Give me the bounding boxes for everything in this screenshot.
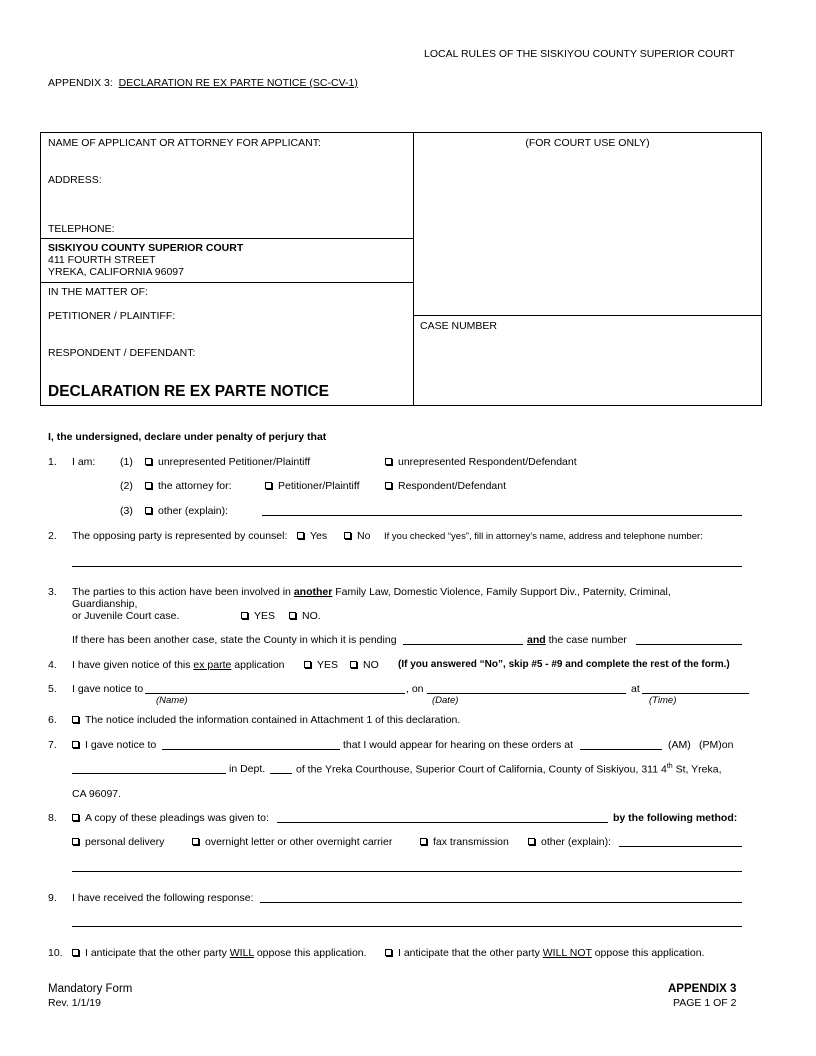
dept-field[interactable] [270,773,292,774]
item5-on: , on [406,683,424,695]
appendix-heading [48,77,358,89]
item1-sub2: (2) [120,480,133,492]
option-unrep-respondent[interactable]: unrepresented Respondent/Defendant [385,456,577,468]
item2-note: If you checked “yes”, fill in attorney’s name, address and telephone number: [384,531,703,542]
checkbox[interactable] [192,838,199,845]
checkbox[interactable] [385,949,392,956]
checkbox[interactable] [72,741,79,748]
method-other-field[interactable] [619,846,742,847]
item5-text: I gave notice to [72,683,144,695]
item4-text: I have given notice of this ex parte application [72,659,285,671]
item-number: 7. [48,739,57,751]
checkbox[interactable] [72,716,79,723]
notice-recipient-field[interactable] [162,749,340,750]
court-street: 411 FOURTH STREET [48,254,156,266]
court-name: SISKIYOU COUNTY SUPERIOR COURT [48,242,244,254]
appendix-prefix: APPENDIX 3: [48,77,113,89]
footer-appendix: APPENDIX 3 [668,983,737,995]
hearing-time-field[interactable] [580,749,662,750]
checkbox[interactable] [145,482,152,489]
checkbox[interactable] [344,532,351,539]
item7-option[interactable]: I gave notice to [72,739,156,751]
attorney-info-field[interactable] [72,566,742,567]
item4-yes[interactable]: YES [304,659,338,671]
checkbox[interactable] [145,507,152,514]
item7-pm: (PM)on [699,739,734,751]
time-caption: (Time) [649,695,677,706]
item3-line1: The parties to this action have been involved in another Family Law, Domestic Violence, Family Support Div., Paternity, Criminal, [72,586,671,598]
item-number: 8. [48,812,57,824]
divider [40,238,414,239]
date-caption: (Date) [432,695,459,706]
divider [413,315,762,316]
item-number: 6. [48,714,57,726]
respondent-label: RESPONDENT / DEFENDANT: [48,347,196,359]
checkbox[interactable] [385,458,392,465]
item-number: 3. [48,586,57,598]
checkbox[interactable] [385,482,392,489]
case-number-label: CASE NUMBER [420,320,498,332]
checkbox[interactable] [289,612,296,619]
checkbox[interactable] [528,838,535,845]
response-field[interactable] [260,902,742,903]
hearing-date-field[interactable] [72,773,226,774]
court-use-label: (FOR COURT USE ONLY) [525,137,650,149]
case-number-field[interactable] [636,644,742,645]
checkbox[interactable] [72,949,79,956]
checkbox[interactable] [304,661,311,668]
item8-method: by the following method: [613,812,738,824]
item3-yes[interactable]: YES [241,610,275,622]
court-rules-header: LOCAL RULES OF THE SISKIYOU COUNTY SUPERIOR COURT [424,48,735,60]
telephone-label: TELEPHONE: [48,223,115,235]
item-number: 10. [48,947,63,959]
option-attorney-petitioner[interactable]: Petitioner/Plaintiff [265,480,360,492]
method-fax[interactable]: fax transmission [420,836,509,848]
notice-name-field[interactable] [145,693,405,694]
checkbox[interactable] [145,458,152,465]
item4-note: (If you answered “No”, skip #5 - #9 and complete the rest of the form.) [398,659,730,670]
item4-no[interactable]: NO [350,659,379,671]
item-number: 9. [48,892,57,904]
item1-sub3: (3) [120,505,133,517]
checkbox[interactable] [72,838,79,845]
item2-text: The opposing party is represented by counsel: [72,530,288,542]
item10-will-not-oppose[interactable]: I anticipate that the other party WILL NOT oppose this application. [385,947,704,959]
item7-line3: CA 96097. [72,788,122,800]
checkbox[interactable] [297,532,304,539]
item1-sub1: (1) [120,456,133,468]
footer-rev: Rev. 1/1/19 [48,997,101,1009]
method-personal[interactable]: personal delivery [72,836,164,848]
item3-line4a: If there has been another case, state the County in which it is pending [72,634,397,646]
item7-courthouse: of the Yreka Courthouse, Superior Court of California, County of Siskiyou, 311 4th St, Yreka, [296,763,722,776]
form-title: DECLARATION RE EX PARTE NOTICE [48,383,330,400]
caption-right-box [413,132,762,406]
other-explain-field[interactable] [262,515,742,516]
item2-no[interactable]: No [344,530,370,542]
court-city: YREKA, CALIFORNIA 96097 [48,266,184,278]
item10-will-oppose[interactable]: I anticipate that the other party WILL oppose this application. [72,947,367,959]
matter-label: IN THE MATTER OF: [48,286,148,298]
address-label: ADDRESS: [48,174,102,186]
item5-at: at [631,683,640,695]
option-other[interactable]: other (explain): [145,505,228,517]
intro-statement: I, the undersigned, declare under penalty of perjury that [48,431,327,443]
method-extra-line[interactable] [72,871,742,872]
footer-mandatory: Mandatory Form [48,983,133,995]
item-number: 4. [48,659,57,671]
checkbox[interactable] [420,838,427,845]
notice-time-field[interactable] [642,693,749,694]
item2-yes[interactable]: Yes [297,530,327,542]
item7-am: (AM) [668,739,691,751]
option-attorney-respondent[interactable]: Respondent/Defendant [385,480,506,492]
footer-page: PAGE 1 OF 2 [673,997,737,1009]
item3-no[interactable]: NO. [289,610,321,622]
item8-option[interactable]: A copy of these pleadings was given to: [72,812,269,824]
county-field[interactable] [403,644,523,645]
method-overnight[interactable]: overnight letter or other overnight carrier [192,836,392,848]
item9-text: I have received the following response: [72,892,254,904]
item7-dept: in Dept. [229,763,266,775]
method-other[interactable]: other (explain): [528,836,611,848]
item6-option[interactable]: The notice included the information contained in Attachment 1 of this declaration. [72,714,460,726]
notice-date-field[interactable] [427,693,626,694]
appendix-title: DECLARATION RE EX PARTE NOTICE (SC-CV-1) [118,77,358,89]
checkbox[interactable] [265,482,272,489]
item3-line3: or Juvenile Court case. [72,610,180,622]
name-caption: (Name) [156,695,188,706]
item-number: 1. [48,456,57,468]
item1-lead: I am: [72,456,96,468]
item-number: 2. [48,530,57,542]
checkbox[interactable] [72,814,79,821]
item3-line2: Guardianship, [72,598,138,610]
checkbox[interactable] [350,661,357,668]
option-unrep-petitioner[interactable]: unrepresented Petitioner/Plaintiff [145,456,310,468]
checkbox[interactable] [241,612,248,619]
divider [40,282,414,283]
petitioner-label: PETITIONER / PLAINTIFF: [48,310,176,322]
applicant-label: NAME OF APPLICANT OR ATTORNEY FOR APPLICANT: [48,137,321,149]
item-number: 5. [48,683,57,695]
copy-recipient-field[interactable] [277,822,608,823]
item7-text-b: that I would appear for hearing on these orders at [343,739,573,751]
item3-line4b: and the case number [527,634,627,646]
option-attorney-for[interactable]: the attorney for: [145,480,232,492]
response-extra-line[interactable] [72,926,742,927]
